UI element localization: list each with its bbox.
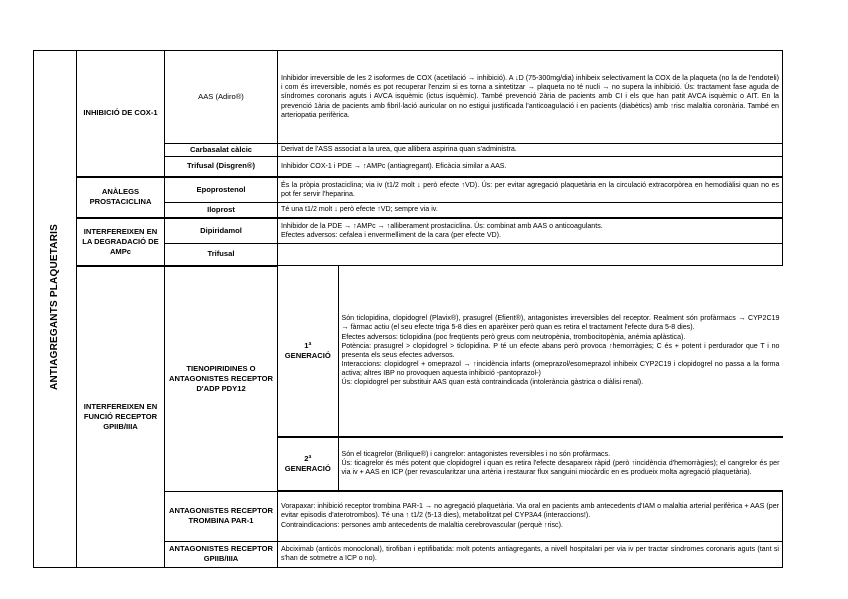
drug-epoprostenol: Epoprostenol [165, 177, 278, 203]
drug-trifusal-cox: Trifusal (Disgren®) [165, 157, 278, 177]
desc-trifusal-cox: Inhibidor COX-1 i PDE → ↑AMPc (antiagregant). Eficàcia similar a AAS. [278, 157, 783, 177]
gen1-label: 1ª GENERACIÓ [278, 266, 338, 436]
desc-iloprost: Té una t1/2 molt ↓ però efecte ↑VD; sempre via iv. [278, 203, 783, 218]
desc-gen2: Són el ticagrelor (Brilique®) i cangrelor: antagonistes reversibles i no són profàrmacs. Ús: ticagrelor és més potent que clopidogrel i quan es retira l'efecte desapareix ràpid (però ↑incidència d'hemorràgies); el cangrelor és per via iv + AAS en ICP (per revascularitzar una artèria i restaurar flux sanguini miocàrdic en es produeix molta agregació plaquetària). [338, 437, 783, 490]
desc-aas: Inhibidor irreversible de les 2 isoformes de COX (acetilació → inhibició). A ↓D (75-300mg/dia) inhibeix selectivament la COX de la plaqueta (no la de l'endoteli) i com és irreversible, només es pot recuperar l'enzim si es torna a sintetitzar → plaqueta no té nucli → no supera la inhibició. Ús: tractament fase aguda de síndromes coronaris aguts i AVCA isquèmic (ictus isquèmic). També prevenció 2ària de pacients amb CI i els que han patit AVCA isquèmic o AIT. En la prevenció 1ària de pacients amb fibril·lació auricular on no estigui justificada l'anticoagulació i en pacients (diabètics) amb ↑risc malaltia coronària. També en arteriopatia perifèrica. [278, 51, 783, 144]
desc-par1: Vorapaxar: inhibició receptor trombina PAR-1 → no agregació plaquetària. Via oral en pacients amb antecedents d'IAM o malaltia arterial perifèrica + AAS (per evitar episodis d'aterotrombos). Té una ↑ t1/2 (5-13 dies), metabolitzat pel CYP3A4 (interaccions!). Contraindicacions: persones amb antecedents de malaltia cerebrovascular (perquè ↑risc). [278, 491, 783, 541]
section-title: ANTIAGREGANTS PLAQUETARIS [34, 51, 77, 568]
desc-epoprostenol: És la pròpia prostaciclina; via iv (t1/2 molt ↓ però efecte ↑VD). Ús: per evitar agregació plaquetària en la circulació extracorpòrea en hemodiàlisi quan no es pot fer servir l'heparina. [278, 177, 783, 203]
drug-iloprost: Iloprost [165, 203, 278, 218]
group-cox1: INHIBICIÓ DE COX-1 [77, 51, 165, 177]
drug-table [33, 50, 783, 568]
group-prostaciclina: ANÀLEGS PROSTACICLINA [77, 177, 165, 218]
drug-gpiib: ANTAGONISTES RECEPTOR GPIIB/IIIA [165, 541, 278, 567]
gen2-label: 2ª GENERACIÓ [278, 437, 338, 490]
drug-par1: ANTAGONISTES RECEPTOR TROMBINA PAR-1 [165, 491, 278, 541]
desc-carbasalat: Derivat de l'ASS associat a la urea, que allibera aspirina quan s'administra. [278, 144, 783, 157]
drug-trifusal-ampc: Trifusal [165, 244, 278, 266]
group-ampc: INTERFEREIXEN EN LA DEGRADACIÓ DE AMPc [77, 218, 165, 266]
desc-dipiridamol: Inhibidor de la PDE → ↑AMPc → ↑alliberament prostaciclina. Ús: combinat amb AAS o anticoagulants. Efectes adversos: cefalea i envermelliment de la cara (per efecte VD). [278, 218, 783, 244]
drug-aas: AAS (Adiro®) [165, 51, 278, 144]
desc-trifusal-ampc [278, 244, 783, 266]
desc-gen1: Són ticlopidina, clopidogrel (Plavix®), prasugrel (Efient®), antagonistes irreversibles del receptor. Realment són profàrmacs → CYP2C19 → fàrmac actiu (el seu efecte triga 5-8 dies en aparèixer però quan es retira el tractament l'efecte dura 5-8 dies). Efectes adversos: ticlopidina (poc freqüents però greus com neutropènia, trombocitopènia, anèmia aplàstica). Potència: prasugrel > clopidogrel > ticlopidina. P té un efecte abans però provoca ↑hemorràgies; C és + potent i perdurador que T i no presenta els seus efectes adversos. Interaccions: clopidogrel + omeprazol → ↑incidència infarts (omeprazol/esomeprazol inhibeix CYP2C19 i clopidogrel no passa a la forma activa; altres IBP no provoquen aquesta inhibició -pantoprazol-) Ús: clopidogrel per substituir AAS quan està contraindicada (intolerància gàstrica o diàlisi renal). [338, 266, 783, 436]
drug-dipiridamol: Dipiridamol [165, 218, 278, 244]
drug-carbasalat: Carbasalat càlcic [165, 144, 278, 157]
group-receptor: INTERFEREIXEN EN FUNCIÓ RECEPTOR GPIIB/IIIA [77, 266, 165, 568]
drug-tienopiridines: TIENOPIRIDINES O ANTAGONISTES RECEPTOR D'ADP PDY12 [165, 266, 278, 492]
desc-gpiib: Abciximab (anticòs monoclonal), tirofiban i eptifibatida: molt potents antiagregants, a nivell hospitalari per via iv per tractar síndromes coronaris aguts (tant si s'han de sotmetre a ICP o no). [278, 541, 783, 567]
